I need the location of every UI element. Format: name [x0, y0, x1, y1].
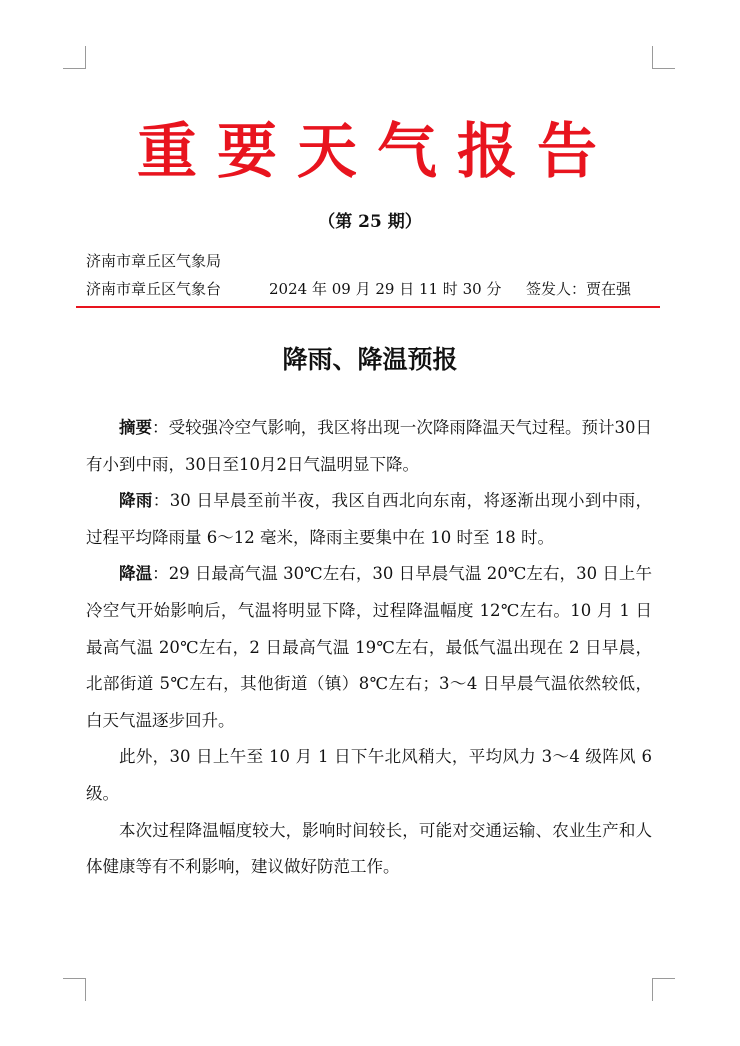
crop-mark-top-right	[652, 46, 675, 69]
paragraph-wind	[86, 739, 652, 812]
label-separator: ：	[152, 418, 169, 437]
paragraph-text: 此外，30 日上午至 10 月 1 日下午北风稍大，平均风力 3～4 级阵风 6 级。	[86, 747, 652, 803]
red-divider	[76, 306, 660, 308]
paragraph-rainfall	[86, 483, 652, 556]
paragraph-label: 降雨	[119, 491, 153, 511]
paragraph-text: 本次过程降温幅度较大，影响时间较长，可能对交通运输、农业生产和人体健康等有不利影响，建议做好防范工作。	[86, 820, 652, 877]
issuer-observatory: 济南市章丘区气象台	[86, 280, 222, 298]
paragraph-text: 29 日最高气温 30℃左右，30 日早晨气温 20℃左右，30 日上午冷空气开始影响后，气温将明显下降，过程降温幅度 12℃左右。10 月 1 日最高气温 20℃左右，2 日最高气温 19℃左右，最低气温出现在 2 日早晨，北部街道 5℃左右，其他街道（镇）8℃左右；3～4 日早晨气温依然较低，白天气温逐步回升。	[86, 564, 652, 730]
forecast-subject: 降雨、降温预报	[282, 345, 458, 374]
paragraph-text: 受较强冷空气影响，我区将出现一次降雨降温天气过程。预计30日有小到中雨，30日至10月2日气温明显下降。	[86, 418, 653, 474]
crop-mark-bottom-right	[652, 978, 675, 1001]
issuer-bureau: 济南市章丘区气象局	[86, 252, 222, 270]
label-separator: ：	[152, 564, 169, 584]
issue-datetime: 2024 年 09 月 29 日 11 时 30 分	[269, 280, 502, 298]
paragraph-label: 摘要	[119, 418, 153, 437]
paragraph-text: 30 日早晨至前半夜，我区自西北向东南，将逐渐出现小到中雨，过程平均降雨量 6～12 毫米，降雨主要集中在 10 时至 18 时。	[86, 491, 653, 547]
signer: 签发人：贾在强	[526, 280, 632, 298]
paragraph-advice	[86, 813, 652, 886]
crop-mark-top-left	[63, 46, 86, 69]
crop-mark-bottom-left	[63, 978, 86, 1001]
issuer-line	[86, 278, 656, 300]
paragraph-temperature	[86, 556, 652, 739]
label-separator: ：	[152, 491, 170, 511]
report-title: 重要天气报告	[137, 117, 617, 187]
report-body	[86, 410, 652, 886]
paragraph-label: 降温	[119, 564, 153, 584]
paragraph-summary	[86, 410, 652, 483]
issue-number: （第 25 期）	[318, 212, 422, 232]
